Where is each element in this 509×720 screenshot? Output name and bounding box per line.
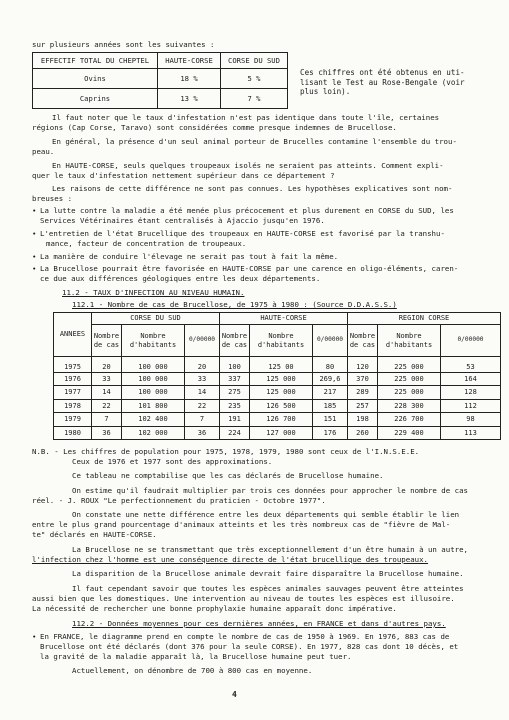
- cases-cell: 228 300: [378, 399, 441, 413]
- paragraph: réel. - J. ROUX "Le perfectionnement du praticien - Octobre 1977".: [32, 496, 326, 505]
- cases-cell: 225 000: [378, 386, 441, 400]
- paragraph: aussi bien que les domestiques. Une intervention au niveau de toutes les espèces est illusoire.: [32, 594, 455, 603]
- paragraph: breuses :: [32, 194, 73, 203]
- cases-cell: 235: [220, 399, 250, 413]
- col-header-cases: Nombre de cas: [348, 325, 378, 357]
- cases-row: [54, 426, 501, 440]
- bullet-item: • L'entretien de l'état Brucellique des troupeaux en HAUTE-CORSE est favorisé par la transhu-: [32, 229, 445, 238]
- cheptel-header-total: EFFECTIF TOTAL DU CHEPTEL: [33, 53, 158, 69]
- cases-cell: 185: [313, 399, 348, 413]
- col-header-rate: 0/00000: [441, 325, 501, 357]
- paragraph: Il faut cependant savoir que toutes les espèces animales sauvages peuvent être atteintes: [72, 584, 464, 593]
- cases-cell: 176: [313, 426, 348, 440]
- cases-cell: 100: [220, 357, 250, 373]
- annees-header: ANNEES: [54, 313, 92, 357]
- cases-cell: 225 000: [378, 357, 441, 373]
- cases-cell: 229 400: [378, 426, 441, 440]
- cases-cell: 289: [348, 386, 378, 400]
- year-cell: 1976: [54, 372, 92, 386]
- cases-cell: 191: [220, 413, 250, 427]
- cheptel-header-haute-corse: HAUTE-CORSE: [158, 53, 221, 69]
- year-cell: 1977: [54, 386, 92, 400]
- group-header-corse-du-sud: CORSE DU SUD: [92, 313, 220, 325]
- cheptel-header-corse-du-sud: CORSE DU SUD: [221, 53, 288, 69]
- col-header-habitants: Nombre d'habitants: [250, 325, 313, 357]
- cases-cell: 7: [185, 413, 220, 427]
- cases-cell: 53: [441, 357, 501, 373]
- year-cell: 1975: [54, 357, 92, 373]
- cases-cell: 33: [185, 372, 220, 386]
- col-header-habitants: Nombre d'habitants: [378, 325, 441, 357]
- cheptel-cell: 5 %: [221, 69, 288, 89]
- year-cell: 1978: [54, 399, 92, 413]
- col-header-cases: Nombre de cas: [92, 325, 122, 357]
- cases-cell: 98: [441, 413, 501, 427]
- cases-cell: 102 000: [122, 426, 185, 440]
- cases-cell: 14: [92, 386, 122, 400]
- paragraph: La nécessité de rechercher une bonne prophylaxie humaine apparaît donc impérative.: [32, 604, 397, 613]
- cases-cell: 269,6: [313, 372, 348, 386]
- side-note: Ces chiffres ont été obtenus en uti- lisant le Test au Rose-Bengale (voir plus loin).: [300, 68, 465, 97]
- bullet-item: • La lutte contre la maladie a été menée plus précocement et plus durement en CORSE du SUD, les: [32, 206, 454, 215]
- col-header-cases: Nombre de cas: [220, 325, 250, 357]
- paragraph: entre le plus grand pourcentage d'animaux atteints et les très nombreux cas de "fièvre de Mal-: [32, 520, 451, 529]
- cases-cell: 36: [185, 426, 220, 440]
- bullet-item: • La Brucellose pourrait être favorisée en HAUTE-CORSE par une carence en oligo-éléments, caren-: [32, 264, 459, 273]
- cheptel-cell: 18 %: [158, 69, 221, 89]
- intro-text: sur plusieurs années sont les suivantes :: [32, 40, 215, 49]
- cases-table: [53, 312, 501, 440]
- cases-cell: 20: [185, 357, 220, 373]
- paragraph: te" déclarés en HAUTE-CORSE.: [32, 530, 157, 539]
- cases-cell: 113: [441, 426, 501, 440]
- cases-row: [54, 413, 501, 427]
- cases-cell: 370: [348, 372, 378, 386]
- section-heading: 11.2 - TAUX D'INFECTION AU NIVEAU HUMAIN.: [62, 288, 245, 297]
- bullet-item: Services Vétérinaires étant centralisés à Ajaccio jusqu'en 1976.: [40, 216, 325, 225]
- col-header-rate: 0/00000: [313, 325, 348, 357]
- cases-cell: 226 700: [378, 413, 441, 427]
- subsection-heading: 112.1 - Nombre de cas de Brucellose, de 1975 à 1980 : (Source D.D.A.S.S.): [72, 300, 397, 309]
- paragraph: Actuellement, on dénombre de 700 à 800 cas en moyenne.: [72, 666, 313, 675]
- cases-cell: 127 000: [250, 426, 313, 440]
- cases-cell: 22: [185, 399, 220, 413]
- cases-row: [54, 386, 501, 400]
- year-cell: 1980: [54, 426, 92, 440]
- cases-cell: 100 000: [122, 372, 185, 386]
- paragraph: En général, la présence d'un seul animal porteur de Brucelles contamine l'ensemble du trou-: [52, 137, 457, 146]
- cases-cell: 128: [441, 386, 501, 400]
- cases-cell: 151: [313, 413, 348, 427]
- paragraph: quer le taux d'infestation nettement supérieur dans ce département ?: [32, 171, 335, 180]
- cases-cell: 112: [441, 399, 501, 413]
- paragraph: On estime qu'il faudrait multiplier par trois ces données pour approcher le nombre de cas: [72, 486, 469, 495]
- cheptel-row-label: Ovins: [33, 69, 158, 89]
- cases-cell: 224: [220, 426, 250, 440]
- paragraph: En HAUTE-CORSE, seuls quelques troupeaux isolés ne seraient pas atteints. Comment expli-: [52, 161, 444, 170]
- paragraph: La Brucellose ne se transmettant que très exceptionnellement d'un être humain à un autre,: [72, 545, 469, 554]
- paragraph: Brucellose ont été déclarés (dont 376 pour la seule CORSE). En 1977, 828 cas dont 10 décès, et: [40, 642, 459, 651]
- cases-cell: 125 00: [250, 357, 313, 373]
- year-cell: 1979: [54, 413, 92, 427]
- cases-table-body: [54, 357, 501, 440]
- cases-cell: 102 400: [122, 413, 185, 427]
- cases-cell: 225 000: [378, 372, 441, 386]
- cases-cell: 337: [220, 372, 250, 386]
- cases-cell: 7: [92, 413, 122, 427]
- cases-cell: 36: [92, 426, 122, 440]
- cases-cell: 22: [92, 399, 122, 413]
- paragraph: régions (Cap Corse, Taravo) sont considérées comme presque indemnes de Brucellose.: [32, 123, 397, 132]
- cases-cell: 257: [348, 399, 378, 413]
- cases-row: [54, 372, 501, 386]
- cases-row: [54, 399, 501, 413]
- group-header-haute-corse: HAUTE-CORSE: [220, 313, 348, 325]
- cases-cell: 164: [441, 372, 501, 386]
- group-header-region-corse: REGION CORSE: [348, 313, 501, 325]
- cases-cell: 101 800: [122, 399, 185, 413]
- cases-cell: 198: [348, 413, 378, 427]
- bullet-item: mance, facteur de concentration de troupeaux.: [46, 239, 247, 248]
- paragraph: la gravité de la maladie apparaît là, la Brucellose humaine peut tuer.: [40, 652, 352, 661]
- note-nb: N.B. - Les chiffres de population pour 1975, 1978, 1979, 1980 sont ceux de l'I.N.S.E.E.: [32, 447, 420, 456]
- subsection-heading: 112.2 - Données moyennes pour ces dernières années, en FRANCE et dans d'autres pays.: [72, 619, 446, 628]
- paragraph: On constate une nette différence entre les deux départements qui semble établir le lien: [72, 510, 460, 519]
- cheptel-table: [32, 52, 288, 109]
- paragraph-underlined: l'infection chez l'homme est une conséquence directe de l'état brucellique des troupeaux.: [32, 555, 429, 564]
- page-number: 4: [232, 690, 237, 699]
- cases-cell: 100 000: [122, 386, 185, 400]
- paragraph: Ce tableau ne comptabilise que les cas déclarés de Brucellose humaine.: [72, 471, 384, 480]
- cheptel-row-label: Caprins: [33, 89, 158, 109]
- cheptel-cell: 13 %: [158, 89, 221, 109]
- cheptel-cell: 7 %: [221, 89, 288, 109]
- cases-row: [54, 357, 501, 373]
- cases-cell: 260: [348, 426, 378, 440]
- cases-cell: 100 000: [122, 357, 185, 373]
- cases-cell: 80: [313, 357, 348, 373]
- cases-cell: 126 700: [250, 413, 313, 427]
- paragraph: peau.: [32, 147, 55, 156]
- cases-cell: 33: [92, 372, 122, 386]
- cases-cell: 120: [348, 357, 378, 373]
- paragraph: Les raisons de cette différence ne sont pas connues. Les hypothèses explicatives sont nom-: [52, 184, 453, 193]
- cases-cell: 217: [313, 386, 348, 400]
- paragraph: La disparition de la Brucellose animale devrait faire disparaître la Brucellose humaine.: [72, 569, 464, 578]
- col-header-rate: 0/00000: [185, 325, 220, 357]
- col-header-habitants: Nombre d'habitants: [122, 325, 185, 357]
- paragraph: Il faut noter que le taux d'infestation n'est pas identique dans toute l'île, certaines: [52, 113, 440, 122]
- cases-cell: 125 000: [250, 386, 313, 400]
- bullet-item: • En FRANCE, le diagramme prend en compte le nombre de cas de 1950 à 1969. En 1976, 883 cas de: [32, 632, 450, 641]
- bullet-item: ce due aux différences géologiques entre les deux départements.: [40, 274, 321, 283]
- cases-cell: 20: [92, 357, 122, 373]
- cases-cell: 275: [220, 386, 250, 400]
- bullet-item: • La manière de conduire l'élevage ne serait pas tout à fait la même.: [32, 252, 339, 261]
- cases-cell: 14: [185, 386, 220, 400]
- note-nb: Ceux de 1976 et 1977 sont des approximations.: [72, 457, 273, 466]
- cases-cell: 126 500: [250, 399, 313, 413]
- cases-cell: 125 000: [250, 372, 313, 386]
